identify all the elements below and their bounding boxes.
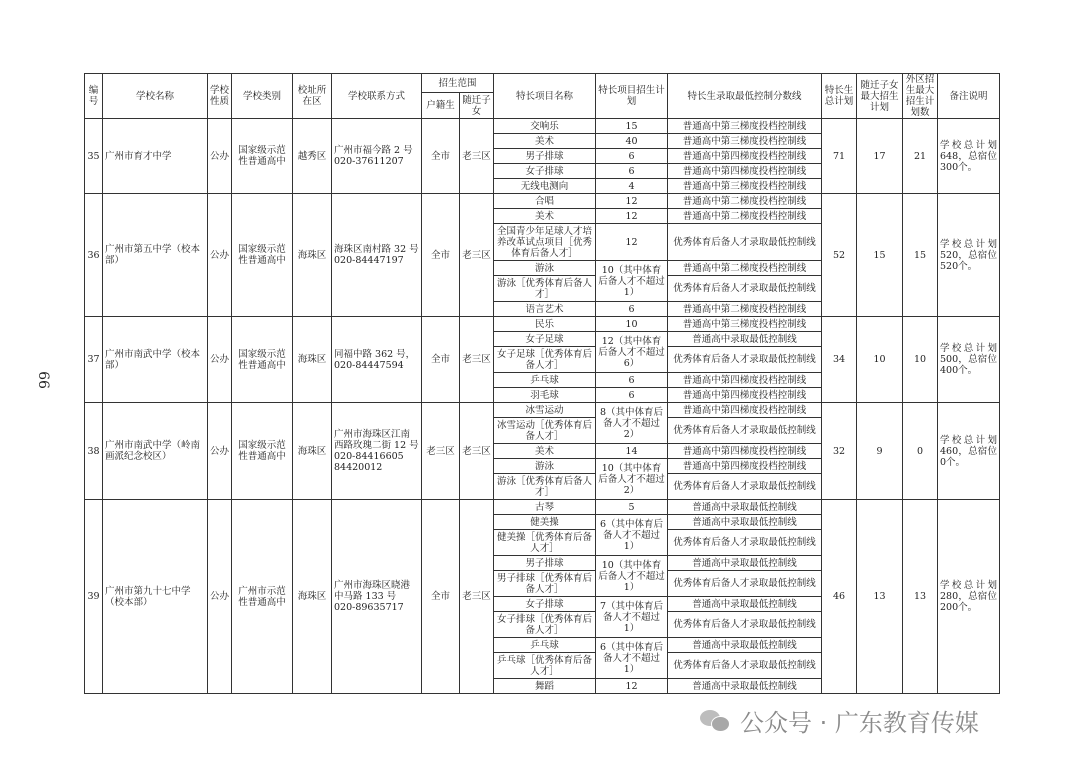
project-name: 男子排球 <box>494 556 596 571</box>
project-name: 冰雪运动 <box>494 403 596 418</box>
table-body <box>85 119 1000 694</box>
project-plan: 8（其中体育后备人才不超过 2） <box>596 403 668 444</box>
school-category: 国家级示范性普通高中 <box>232 119 293 194</box>
project-line: 优秀体育后备人才录取最低控制线 <box>668 418 822 444</box>
scope-huji: 全市 <box>422 119 460 194</box>
project-plan: 6（其中体育后备人才不超过 1） <box>596 515 668 556</box>
project-plan: 10（其中体育后备人才不超过 1） <box>596 556 668 597</box>
admissions-table <box>84 73 1000 694</box>
project-name: 女子排球 <box>494 597 596 612</box>
header-outside-max: 外区招生最大招生计划数 <box>903 74 938 119</box>
project-plan: 10 <box>596 317 668 332</box>
header-suiqian-max: 随迁子女最大招生计划 <box>857 74 903 119</box>
project-plan: 6 <box>596 302 668 317</box>
outside-max: 21 <box>903 119 938 194</box>
project-plan: 12 <box>596 679 668 694</box>
project-line: 普通高中第四梯度投档控制线 <box>668 164 822 179</box>
total-plan: 71 <box>822 119 857 194</box>
project-line: 普通高中录取最低控制线 <box>668 556 822 571</box>
total-plan: 32 <box>822 403 857 500</box>
total-plan: 34 <box>822 317 857 403</box>
project-name: 美术 <box>494 444 596 459</box>
scope-suiqian: 老三区 <box>460 500 494 694</box>
scope-huji: 全市 <box>422 317 460 403</box>
project-name: 古琴 <box>494 500 596 515</box>
project-name: 无线电测向 <box>494 179 596 194</box>
project-line: 普通高中第三梯度投档控制线 <box>668 179 822 194</box>
project-line: 普通高中第四梯度投档控制线 <box>668 403 822 418</box>
project-name: 乒乓球 <box>494 638 596 653</box>
project-plan: 12 <box>596 194 668 209</box>
suiqian-max: 15 <box>857 194 903 317</box>
total-plan: 46 <box>822 500 857 694</box>
project-line: 普通高中第二梯度投档控制线 <box>668 209 822 224</box>
scope-huji: 全市 <box>422 194 460 317</box>
scope-suiqian: 老三区 <box>460 403 494 500</box>
header-name: 学校名称 <box>103 74 208 119</box>
project-name: 男子排球 <box>494 149 596 164</box>
project-name: 冰雪运动［优秀体育后备人才］ <box>494 418 596 444</box>
outside-max: 15 <box>903 194 938 317</box>
project-line: 优秀体育后备人才录取最低控制线 <box>668 347 822 373</box>
school-number: 38 <box>85 403 103 500</box>
project-name: 男子排球［优秀体育后备人才］ <box>494 571 596 597</box>
project-plan: 10（其中体育后备人才不超过 1） <box>596 261 668 302</box>
school-nature: 公办 <box>208 500 232 694</box>
school-district: 海珠区 <box>293 194 332 317</box>
school-category: 国家级示范性普通高中 <box>232 194 293 317</box>
school-name: 广州市育才中学 <box>103 119 208 194</box>
scope-suiqian: 老三区 <box>460 194 494 317</box>
project-plan: 7（其中体育后备人才不超过 1） <box>596 597 668 638</box>
table-row <box>85 403 1000 418</box>
table-row <box>85 317 1000 332</box>
project-line: 普通高中第三梯度投档控制线 <box>668 119 822 134</box>
school-note: 学校总计划460，总宿位0个。 <box>938 403 1000 500</box>
project-plan: 12（其中体育后备人才不超过 6） <box>596 332 668 373</box>
suiqian-max: 17 <box>857 119 903 194</box>
header-plan: 特长项目招生计划 <box>596 74 668 119</box>
project-line: 普通高中录取最低控制线 <box>668 597 822 612</box>
header-note: 备注说明 <box>938 74 1000 119</box>
scope-huji: 全市 <box>422 500 460 694</box>
outside-max: 10 <box>903 317 938 403</box>
project-name: 民乐 <box>494 317 596 332</box>
table-row <box>85 500 1000 515</box>
school-contact: 海珠区南村路 32 号 020-84447197 <box>332 194 422 317</box>
outside-max: 0 <box>903 403 938 500</box>
project-plan: 12 <box>596 209 668 224</box>
project-line: 优秀体育后备人才录取最低控制线 <box>668 224 822 261</box>
project-line: 普通高中第四梯度投档控制线 <box>668 373 822 388</box>
project-line: 优秀体育后备人才录取最低控制线 <box>668 474 822 500</box>
project-line: 普通高中录取最低控制线 <box>668 679 822 694</box>
project-name: 游泳［优秀体育后备人才］ <box>494 474 596 500</box>
header-category: 学校类别 <box>232 74 293 119</box>
project-plan: 15 <box>596 119 668 134</box>
project-name: 女子足球［优秀体育后备人才］ <box>494 347 596 373</box>
project-name: 女子足球 <box>494 332 596 347</box>
school-note: 学校总计划520，总宿位520个。 <box>938 194 1000 317</box>
school-district: 海珠区 <box>293 500 332 694</box>
project-plan: 6 <box>596 164 668 179</box>
header-suiqian: 随迁子女 <box>460 93 494 119</box>
school-contact: 广州市海珠区晓港中马路 133 号 020-89635717 <box>332 500 422 694</box>
watermark <box>700 700 979 740</box>
page-number: 66 <box>34 371 51 389</box>
project-name: 羽毛球 <box>494 388 596 403</box>
outside-max: 13 <box>903 500 938 694</box>
project-name: 女子排球［优秀体育后备人才］ <box>494 612 596 638</box>
project-plan: 12 <box>596 224 668 261</box>
project-name: 健美操 <box>494 515 596 530</box>
project-name: 语言艺术 <box>494 302 596 317</box>
header-total: 特长生总计划 <box>822 74 857 119</box>
scope-suiqian: 老三区 <box>460 119 494 194</box>
header-district: 校址所在区 <box>293 74 332 119</box>
table-row <box>85 194 1000 209</box>
school-category: 广州市示范性普通高中 <box>232 500 293 694</box>
school-note: 学校总计划500，总宿位400个。 <box>938 317 1000 403</box>
header-scope: 招生范围 <box>422 74 494 93</box>
project-name: 乒乓球［优秀体育后备人才］ <box>494 653 596 679</box>
suiqian-max: 10 <box>857 317 903 403</box>
project-name: 乒乓球 <box>494 373 596 388</box>
school-contact: 同福中路 362 号，020-84447594 <box>332 317 422 403</box>
project-plan: 5 <box>596 500 668 515</box>
project-name: 全国青少年足球人才培养改革试点项目［优秀体育后备人才］ <box>494 224 596 261</box>
school-district: 海珠区 <box>293 317 332 403</box>
watermark-text: 公众号 · 广东教育传媒 <box>740 708 979 737</box>
project-name: 游泳［优秀体育后备人才］ <box>494 276 596 302</box>
suiqian-max: 9 <box>857 403 903 500</box>
school-category: 国家级示范性普通高中 <box>232 317 293 403</box>
header-line: 特长生录取最低控制分数线 <box>668 74 822 119</box>
project-name: 健美操［优秀体育后备人才］ <box>494 530 596 556</box>
school-contact: 广州市福今路 2 号 020-37611207 <box>332 119 422 194</box>
project-line: 普通高中第三梯度投档控制线 <box>668 134 822 149</box>
project-line: 普通高中录取最低控制线 <box>668 515 822 530</box>
project-name: 舞蹈 <box>494 679 596 694</box>
project-name: 游泳 <box>494 261 596 276</box>
scope-huji: 老三区 <box>422 403 460 500</box>
school-nature: 公办 <box>208 403 232 500</box>
school-category: 国家级示范性普通高中 <box>232 403 293 500</box>
school-name: 广州市南武中学（岭南画派纪念校区） <box>103 403 208 500</box>
project-line: 普通高中第三梯度投档控制线 <box>668 317 822 332</box>
header-project: 特长项目名称 <box>494 74 596 119</box>
header-contact: 学校联系方式 <box>332 74 422 119</box>
project-plan: 6（其中体育后备人才不超过 1） <box>596 638 668 679</box>
project-line: 优秀体育后备人才录取最低控制线 <box>668 276 822 302</box>
project-line: 优秀体育后备人才录取最低控制线 <box>668 653 822 679</box>
suiqian-max: 13 <box>857 500 903 694</box>
total-plan: 52 <box>822 194 857 317</box>
school-district: 越秀区 <box>293 119 332 194</box>
project-line: 普通高中第四梯度投档控制线 <box>668 149 822 164</box>
header-num: 编号 <box>85 74 103 119</box>
school-number: 36 <box>85 194 103 317</box>
school-nature: 公办 <box>208 194 232 317</box>
project-line: 优秀体育后备人才录取最低控制线 <box>668 571 822 597</box>
school-name: 广州市第五中学（校本部） <box>103 194 208 317</box>
project-line: 优秀体育后备人才录取最低控制线 <box>668 612 822 638</box>
project-line: 普通高中第四梯度投档控制线 <box>668 459 822 474</box>
project-plan: 6 <box>596 388 668 403</box>
project-line: 优秀体育后备人才录取最低控制线 <box>668 530 822 556</box>
school-nature: 公办 <box>208 317 232 403</box>
project-line: 普通高中录取最低控制线 <box>668 332 822 347</box>
project-name: 游泳 <box>494 459 596 474</box>
scope-suiqian: 老三区 <box>460 317 494 403</box>
project-name: 美术 <box>494 209 596 224</box>
project-plan: 40 <box>596 134 668 149</box>
project-line: 普通高中第四梯度投档控制线 <box>668 444 822 459</box>
project-name: 美术 <box>494 134 596 149</box>
project-name: 女子排球 <box>494 164 596 179</box>
header-huji: 户籍生 <box>422 93 460 119</box>
school-nature: 公办 <box>208 119 232 194</box>
wechat-icon <box>700 708 730 732</box>
project-line: 普通高中录取最低控制线 <box>668 638 822 653</box>
school-name: 广州市第九十七中学（校本部） <box>103 500 208 694</box>
table-row <box>85 119 1000 134</box>
project-name: 合唱 <box>494 194 596 209</box>
project-line: 普通高中录取最低控制线 <box>668 500 822 515</box>
school-note: 学校总计划280，总宿位200个。 <box>938 500 1000 694</box>
project-line: 普通高中第二梯度投档控制线 <box>668 261 822 276</box>
project-line: 普通高中第四梯度投档控制线 <box>668 388 822 403</box>
project-plan: 14 <box>596 444 668 459</box>
school-name: 广州市南武中学（校本部） <box>103 317 208 403</box>
school-number: 39 <box>85 500 103 694</box>
school-number: 37 <box>85 317 103 403</box>
project-plan: 6 <box>596 149 668 164</box>
project-plan: 10（其中体育后备人才不超过 2） <box>596 459 668 500</box>
school-number: 35 <box>85 119 103 194</box>
project-plan: 4 <box>596 179 668 194</box>
project-name: 交响乐 <box>494 119 596 134</box>
project-line: 普通高中第二梯度投档控制线 <box>668 302 822 317</box>
school-note: 学校总计划648，总宿位300个。 <box>938 119 1000 194</box>
header-nature: 学校性质 <box>208 74 232 119</box>
project-plan: 6 <box>596 373 668 388</box>
project-line: 普通高中第二梯度投档控制线 <box>668 194 822 209</box>
school-district: 海珠区 <box>293 403 332 500</box>
school-contact: 广州市海珠区江南西路玫瑰二街 12 号 020-84416605 84420012 <box>332 403 422 500</box>
